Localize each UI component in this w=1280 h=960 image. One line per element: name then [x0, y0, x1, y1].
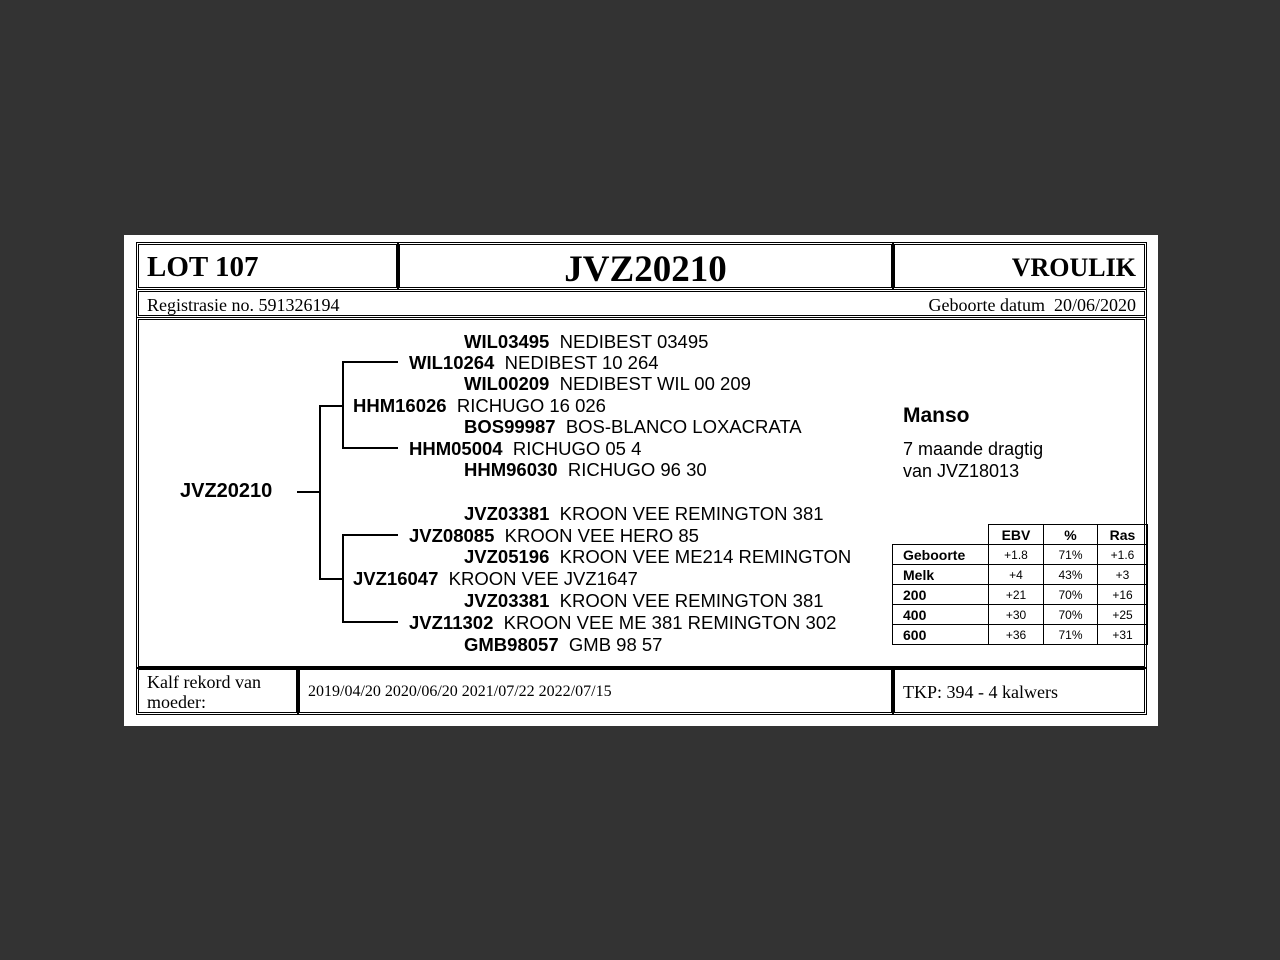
registration-number: 591326194 — [258, 295, 340, 315]
calf-record-label-line1: Kalf rekord van — [147, 672, 261, 692]
ebv-row-melk — [893, 565, 1148, 585]
connector-parents-vertical — [319, 405, 321, 580]
tkp-value: TKP: 394 - 4 kalwers — [903, 682, 1058, 702]
pedigree-dam-sire-dam: JVZ05196 KROON VEE ME214 REMINGTON — [464, 546, 852, 567]
ebv-row-ebv: +1.8 — [989, 545, 1044, 565]
connector-dam-dam — [342, 621, 398, 623]
ebv-row-label: Melk — [893, 565, 989, 585]
pedigree-dam-sire: JVZ08085 KROON VEE HERO 85 — [409, 525, 699, 546]
notes-line2: van JVZ18013 — [903, 461, 1020, 481]
animal-id-cell — [397, 242, 894, 290]
pedigree-sire-sire: WIL10264 NEDIBEST 10 264 — [409, 352, 659, 373]
pedigree-sire-sire-dam: WIL00209 NEDIBEST WIL 00 209 — [464, 373, 751, 394]
sex-label: VROULIK — [1011, 253, 1136, 282]
birth-date-group — [929, 295, 1136, 316]
ebv-row-ras: +16 — [1098, 585, 1148, 605]
connector-sire — [319, 405, 343, 407]
connector-dam — [319, 578, 343, 580]
pedigree-dam: JVZ16047 KROON VEE JVZ1647 — [353, 568, 638, 589]
registration-row — [136, 289, 1147, 318]
pedigree-sire: HHM16026 RICHUGO 16 026 — [353, 395, 606, 416]
ebv-row-geboorte — [893, 545, 1148, 565]
ebv-row-pct: 70% — [1044, 585, 1098, 605]
tkp-cell — [892, 667, 1147, 715]
registration-label: Registrasie no. — [147, 295, 254, 315]
ebv-row-label: 400 — [893, 605, 989, 625]
lot-number: LOT 107 — [147, 251, 259, 283]
ebv-header-blank — [893, 525, 989, 545]
ebv-row-ebv: +4 — [989, 565, 1044, 585]
ebv-row-pct: 71% — [1044, 545, 1098, 565]
ebv-row-ras: +3 — [1098, 565, 1148, 585]
pedigree-dam-sire-sire: JVZ03381 KROON VEE REMINGTON 381 — [464, 503, 824, 524]
calf-record-dates-cell — [297, 667, 894, 715]
lot-card — [124, 235, 1158, 726]
connector-sire-sire — [342, 361, 398, 363]
pedigree-dam-dam-sire: JVZ03381 KROON VEE REMINGTON 381 — [464, 590, 824, 611]
calf-record-label-cell — [136, 667, 299, 715]
ebv-row-200 — [893, 585, 1148, 605]
calf-record-dates: 2019/04/20 2020/06/20 2021/07/22 2022/07/15 — [308, 683, 612, 700]
connector-dam-vertical — [342, 534, 344, 623]
ebv-row-ebv: +36 — [989, 625, 1044, 645]
ebv-row-ebv: +30 — [989, 605, 1044, 625]
animal-id-title: JVZ20210 — [564, 249, 727, 290]
ebv-row-ebv: +21 — [989, 585, 1044, 605]
ebv-row-ras: +1.6 — [1098, 545, 1148, 565]
ebv-row-label: Geboorte — [893, 545, 989, 565]
ebv-row-ras: +31 — [1098, 625, 1148, 645]
connector-sire-dam — [342, 447, 398, 449]
birth-date-label: Geboorte datum — [928, 295, 1045, 315]
pedigree-subject: JVZ20210 — [180, 480, 273, 502]
ebv-row-label: 200 — [893, 585, 989, 605]
pedigree-dam-dam: JVZ11302 KROON VEE ME 381 REMINGTON 302 — [409, 612, 837, 633]
calf-record-label — [147, 672, 261, 712]
registration-label-group — [147, 295, 339, 316]
calf-record-label-line2: moeder: — [147, 692, 206, 712]
connector-dam-sire — [342, 534, 398, 536]
pedigree-sire-dam: HHM05004 RICHUGO 05 4 — [409, 438, 642, 459]
birth-date-value: 20/06/2020 — [1053, 295, 1136, 315]
ebv-table — [892, 524, 1148, 645]
notes-name: Manso — [903, 404, 970, 427]
ebv-header-ebv: EBV — [989, 525, 1044, 545]
lot-cell — [136, 242, 399, 290]
pedigree-dam-dam-dam: GMB98057 GMB 98 57 — [464, 634, 663, 655]
sex-cell — [892, 242, 1147, 290]
ebv-row-600 — [893, 625, 1148, 645]
pedigree-sire-sire-sire: WIL03495 NEDIBEST 03495 — [464, 331, 709, 352]
pedigree-sire-dam-sire: BOS99987 BOS-BLANCO LOXACRATA — [464, 416, 802, 437]
ebv-row-pct: 70% — [1044, 605, 1098, 625]
connector-sire-vertical — [342, 361, 344, 449]
ebv-header-row — [893, 525, 1148, 545]
ebv-row-400 — [893, 605, 1148, 625]
notes-line1: 7 maande dragtig — [903, 439, 1044, 459]
ebv-header-ras: Ras — [1098, 525, 1148, 545]
ebv-header-pct: % — [1044, 525, 1098, 545]
pedigree-sire-dam-dam: HHM96030 RICHUGO 96 30 — [464, 459, 707, 480]
connector-subject — [297, 491, 321, 493]
ebv-row-label: 600 — [893, 625, 989, 645]
ebv-row-pct: 43% — [1044, 565, 1098, 585]
ebv-row-ras: +25 — [1098, 605, 1148, 625]
ebv-row-pct: 71% — [1044, 625, 1098, 645]
